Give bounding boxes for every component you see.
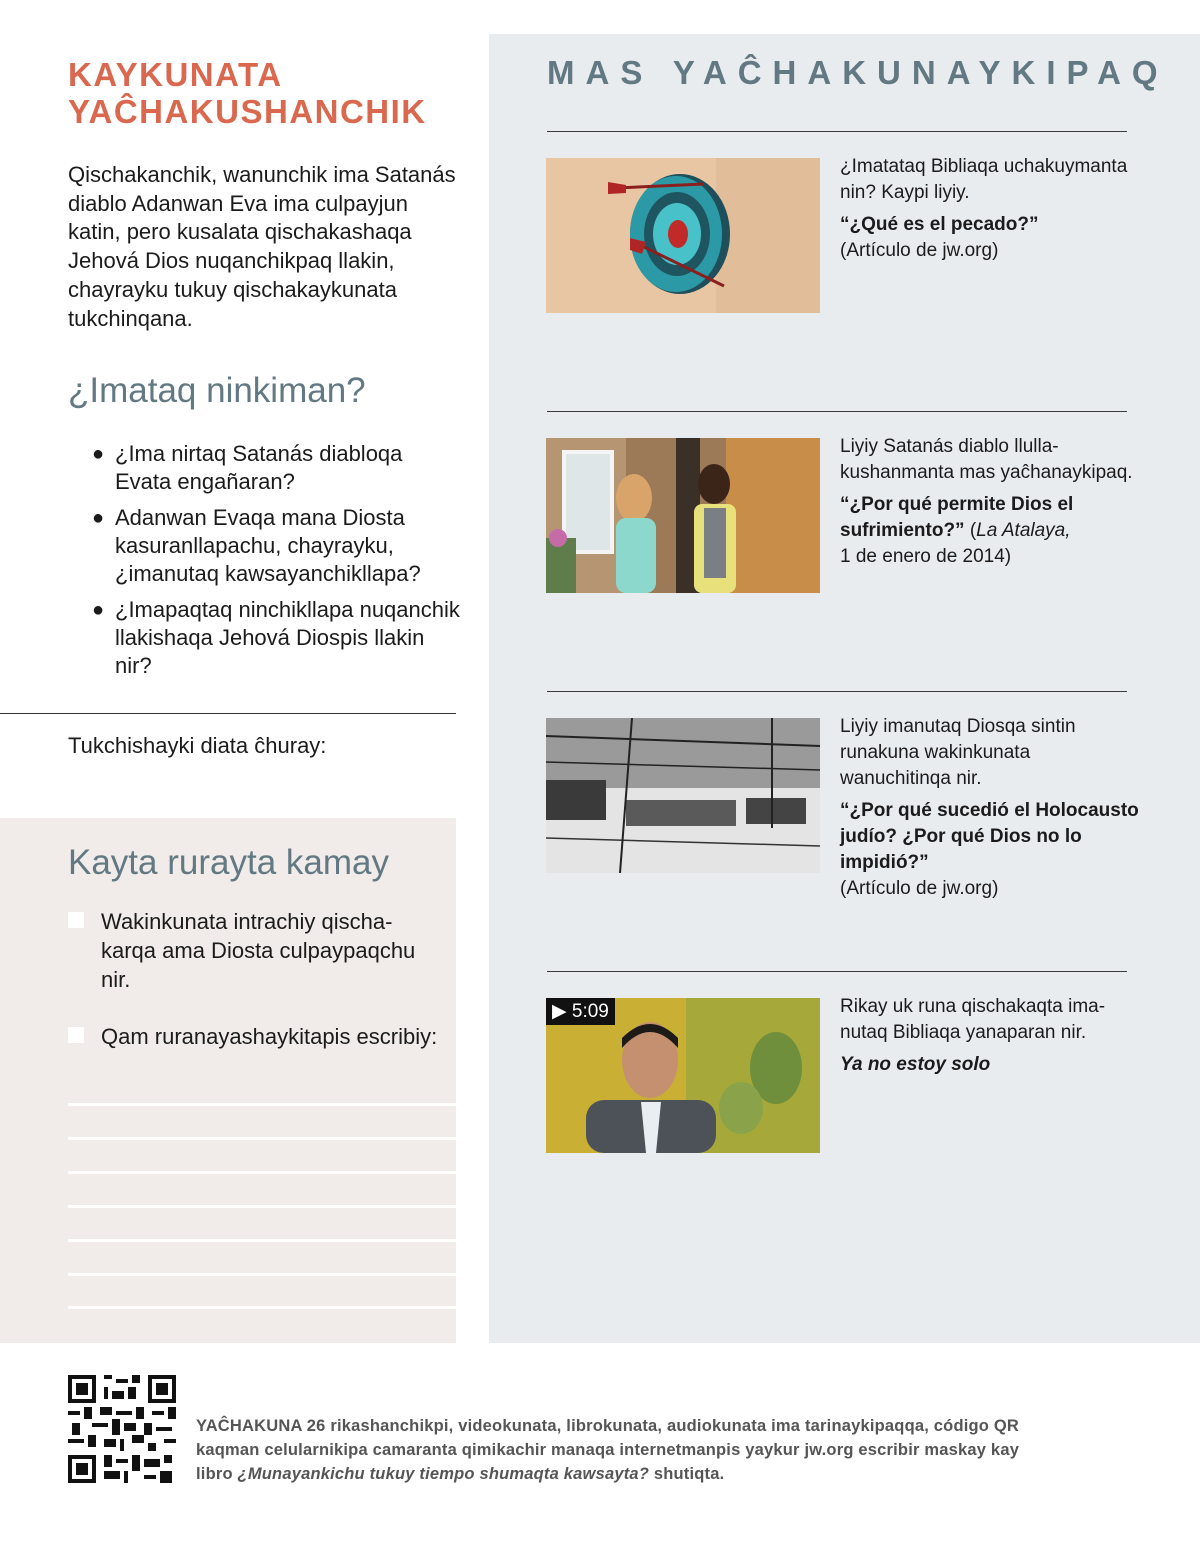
task-heading: Kayta rurayta kamay [68, 843, 389, 882]
research-divider [547, 411, 1127, 412]
footer-note: YAĈHAKUNA 26 rikashanchikpi, videokunata, librokunata, audiokunata ima tarinaykipaqqa, código QR kaqman celularnikipa camaranta qimikachir manaqa internetmanpis yaykur jw.org escribir maskay kay libro ¿Munayankichu tukuy tiempo shumaqta kawsayta? shutiqta. [196, 1417, 1020, 1483]
writing-line[interactable] [68, 1171, 456, 1174]
bullet-icon: ● [92, 599, 105, 621]
review-question: ● Adanwan Evaqa mana Diosta kasuranllapachu, chayrayku, ¿imanutaq kawsayanchikllapa? [92, 505, 421, 586]
writing-line[interactable] [68, 1273, 456, 1276]
reference-source: (Artículo de jw.org) [840, 240, 999, 261]
summary-title-line1: KAYKUNATA [68, 56, 283, 93]
research-item [840, 154, 1140, 264]
research-divider [547, 131, 1127, 132]
task-panel [0, 818, 456, 1343]
task-checkbox[interactable] [68, 1027, 84, 1043]
research-divider [547, 971, 1127, 972]
bullet-icon: ● [92, 507, 105, 529]
research-reference[interactable] [840, 212, 1140, 264]
reference-source: (Artículo de jw.org) [840, 878, 999, 899]
research-reference[interactable] [840, 1052, 1140, 1078]
reference-source-open: ( [964, 520, 977, 541]
research-description: Rikay uk runa qischakaqta imanutaq Bibliaqa yanaparan nir. [840, 996, 1106, 1043]
review-question-list [92, 440, 462, 688]
target-arrows-image[interactable] [546, 158, 820, 313]
summary-title-line2: YAĈHAKUSHANCHIK [68, 93, 427, 130]
research-item [840, 714, 1140, 902]
task-label: Wakinkunata intrachiy qischakarqa ama Diosta culpaypaqchu nir. [101, 909, 416, 992]
writing-line[interactable] [68, 1239, 456, 1242]
writing-line[interactable] [68, 1103, 456, 1106]
research-heading: MAS YAĈHAKUNAYKIPAQ [547, 54, 1169, 91]
writing-line[interactable] [68, 1306, 456, 1309]
reference-title[interactable]: “¿Por qué permite Dios el sufrimiento?” [840, 494, 1074, 541]
task-item[interactable] [68, 907, 438, 994]
research-reference[interactable] [840, 492, 1140, 570]
reference-source-date: 1 de enero de 2014) [840, 546, 1012, 567]
research-reference[interactable] [840, 798, 1140, 902]
task-label: Qam ruranayashaykitapis escribiy: [101, 1024, 438, 1049]
task-checkbox[interactable] [68, 912, 84, 928]
reference-title[interactable]: “¿Por qué sucedió el Holocausto judío? ¿Por qué Dios no lo impidió?” [840, 800, 1139, 873]
section-divider [0, 713, 456, 714]
bullet-icon: ● [92, 443, 105, 465]
man-portrait-video[interactable] [546, 998, 820, 1153]
footer-book-title: ¿Munayankichu tukuy tiempo shumaqta kawsayta? [237, 1465, 650, 1483]
video-duration-badge[interactable]: ▶ 5:09 [546, 998, 615, 1025]
review-heading: ¿Imataq ninkiman? [68, 371, 366, 410]
women-at-door-image[interactable] [546, 438, 820, 593]
review-question: ● ¿Ima nirtaq Satanás diabloqa Evata engañaran? [92, 441, 403, 494]
research-divider [547, 691, 1127, 692]
concentration-camp-image[interactable] [546, 718, 820, 873]
summary-text: Qischakanchik, wanunchik ima Satanás diablo Adanwan Eva ima culpayjun katin, pero kusalata qischakashaqa Jehová Dios nuqanchikpaq llakin, chayrayku tukuy qischakaykunata tukchinqana. [68, 162, 456, 331]
qr-code-icon[interactable] [68, 1375, 176, 1483]
writing-line[interactable] [68, 1205, 456, 1208]
research-description: Liyiy Satanás diablo llullakushanmanta mas yaĉhanaykipaq. [840, 436, 1133, 483]
research-description: Liyiy imanutaq Diosqa sintin runakuna wakinkunata wanuchitinqa nir. [840, 716, 1076, 789]
research-item [840, 994, 1140, 1078]
writing-line[interactable] [68, 1137, 456, 1140]
video-title[interactable]: Ya no estoy solo [840, 1054, 991, 1075]
summary-title [68, 56, 468, 130]
research-description: ¿Imatataq Bibliaqa uchakuymanta nin? Kaypi liyiy. [840, 156, 1128, 203]
task-item[interactable] [68, 1022, 438, 1051]
review-question: ● ¿Imapaqtaq ninchikllapa nuqanchik llakishaqa Jehová Diospis llakin nir? [92, 597, 460, 678]
reference-title[interactable]: “¿Qué es el pecado?” [840, 214, 1039, 235]
completion-date-label: Tukchishayki diata ĉhuray: [68, 733, 327, 758]
research-item [840, 434, 1140, 570]
reference-source-publication: La Atalaya, [976, 520, 1071, 541]
